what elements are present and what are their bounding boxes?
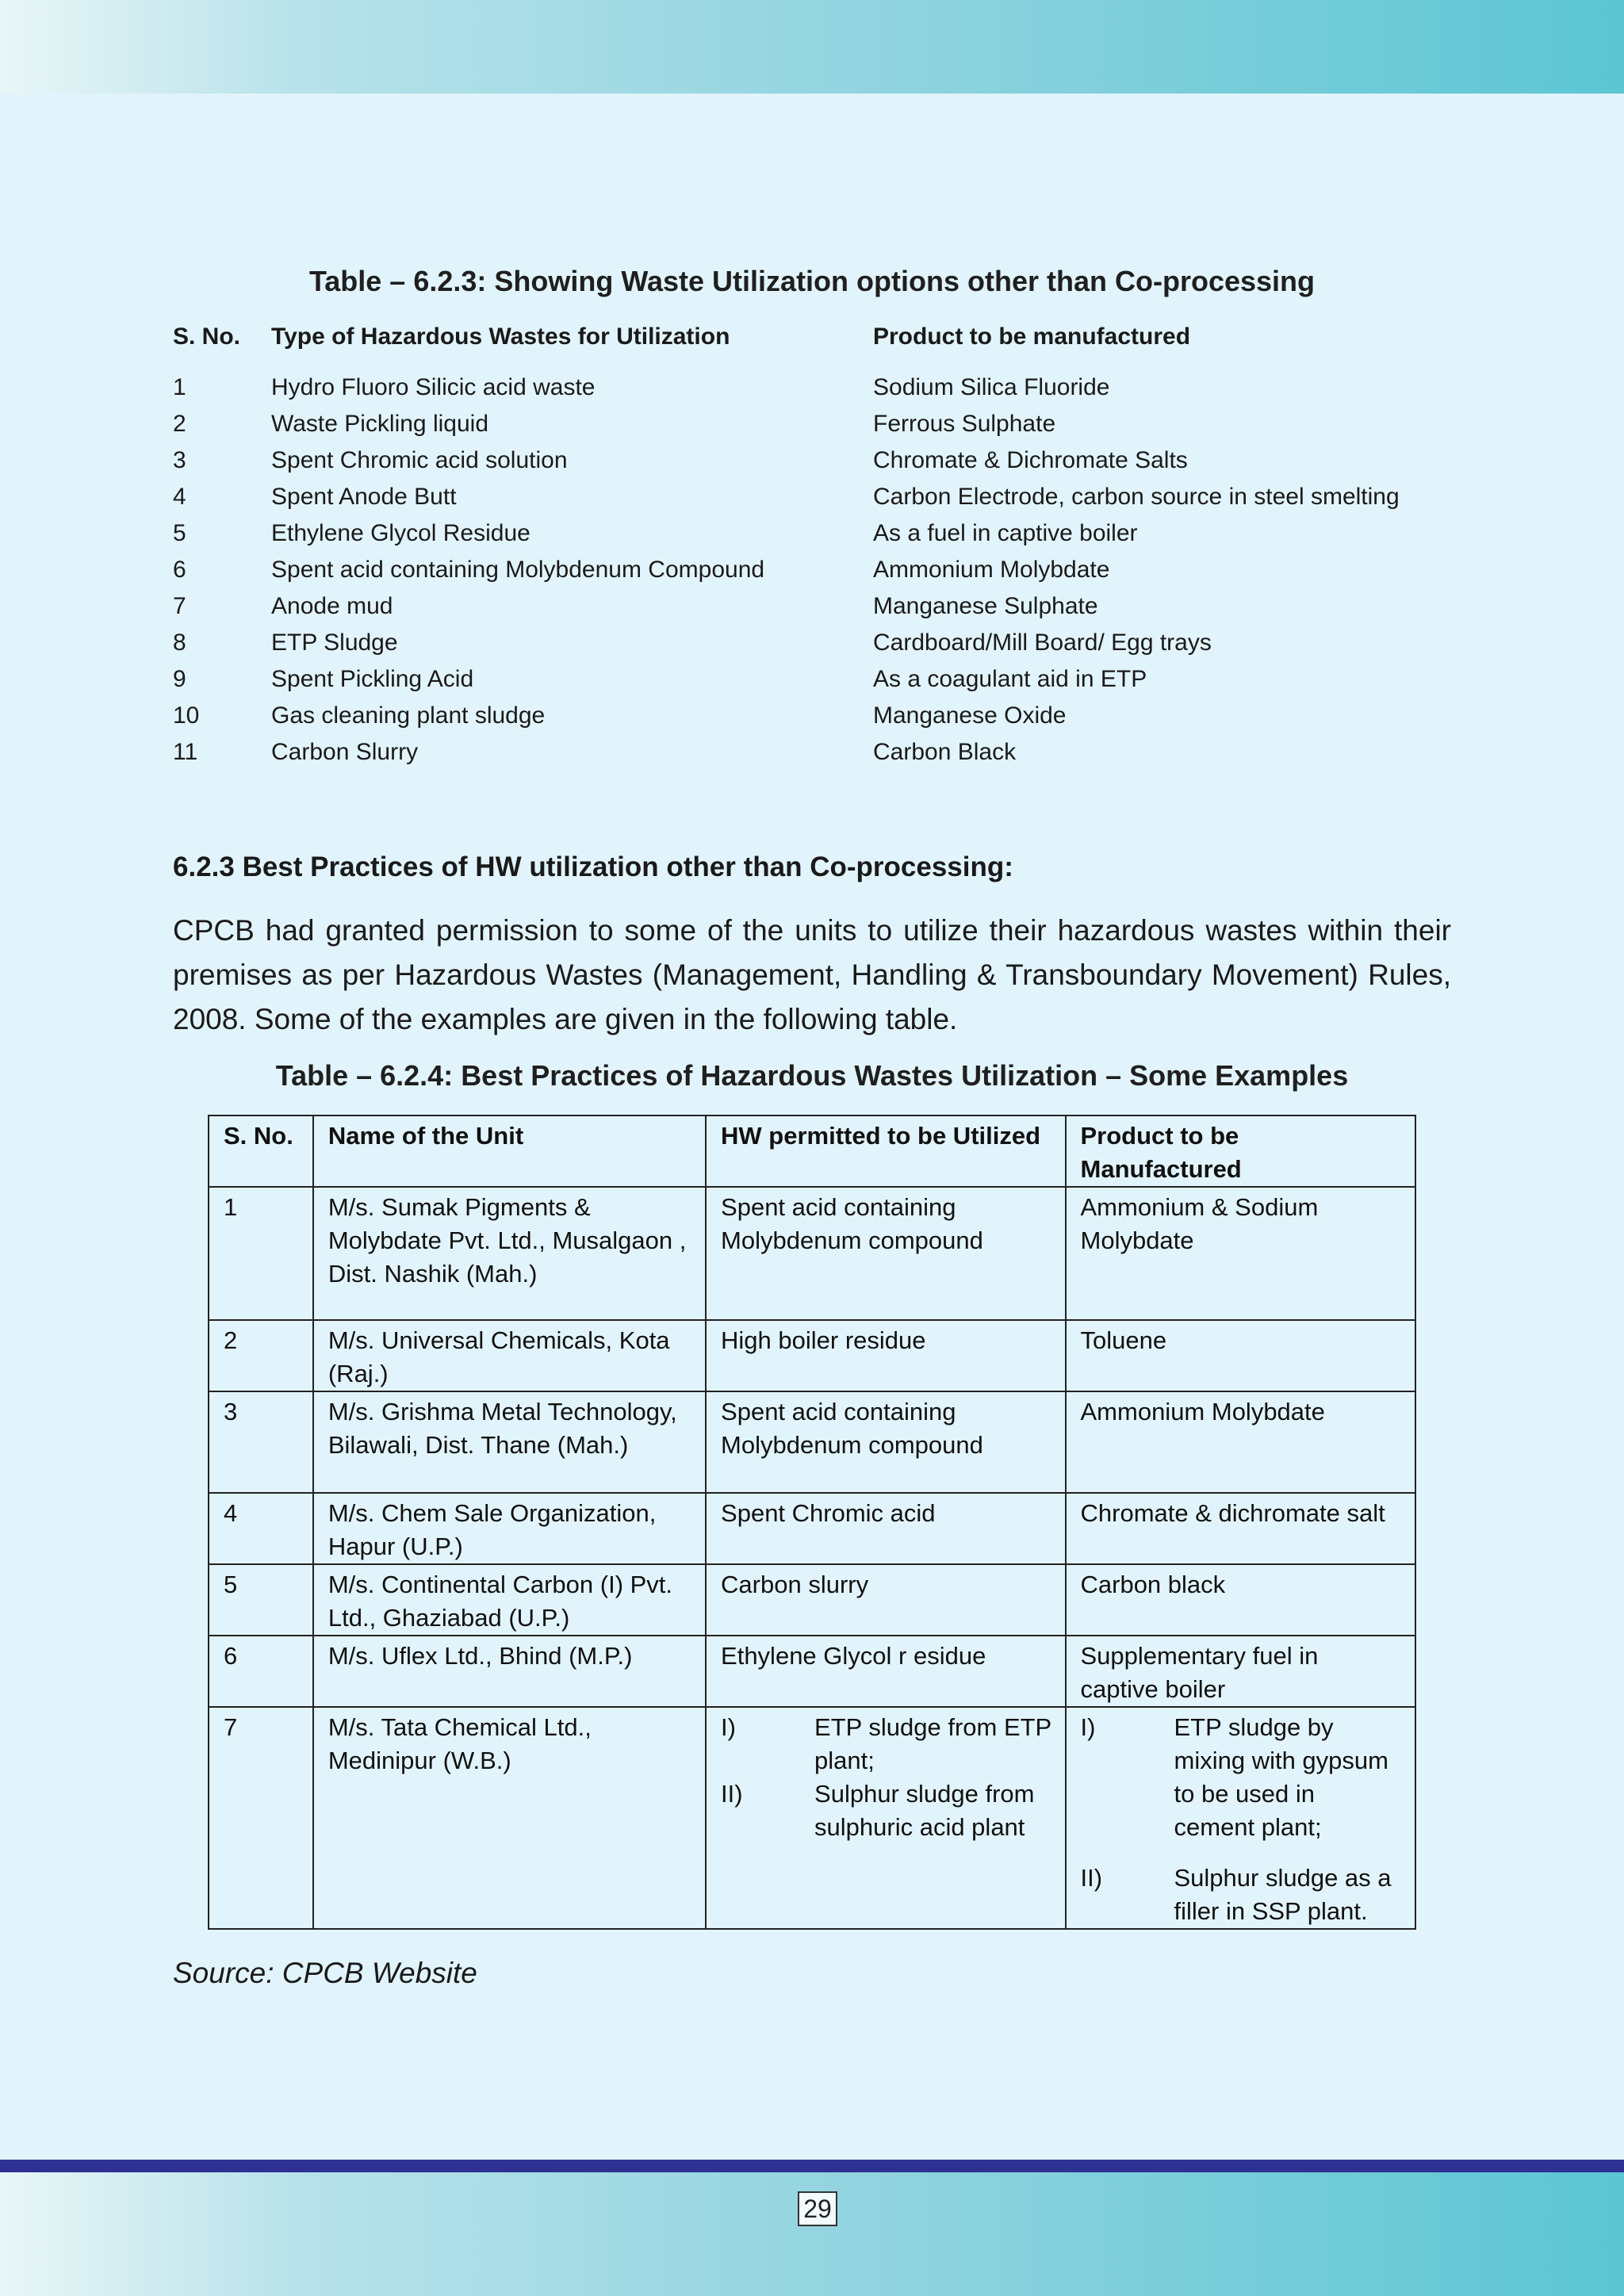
cell-product: Ammonium & Sodium Molybdate [1066, 1187, 1416, 1320]
cell-product: Ammonium Molybdate [873, 557, 1110, 583]
cell-product: Manganese Sulphate [873, 593, 1098, 619]
cell-product: Chromate & Dichromate Salts [873, 447, 1188, 473]
footer-divider [0, 2160, 1624, 2172]
header-product: Product to be Manufactured [1066, 1115, 1416, 1187]
cell-sno: 4 [209, 1493, 313, 1564]
table-row [209, 1187, 1415, 1320]
section-paragraph: CPCB had granted permission to some of the units to utilize their hazardous wastes within their premises as per Hazardous Wastes (Management, Handling & Transboundary Movement) Rules, 2008. Some of the examples are given in the following table. [173, 914, 1451, 1035]
cell-sno: 2 [209, 1320, 313, 1391]
header-sno: S. No. [173, 323, 241, 350]
section-heading: 6.2.3 Best Practices of HW utilization other than Co-processing: [173, 851, 1013, 882]
item-number: I) [721, 1713, 736, 1741]
item-text: ETP sludge from ETP plant; [814, 1713, 1051, 1774]
cell-sno: 3 [173, 447, 186, 473]
cell-waste-type: Spent acid containing Molybdenum Compound [271, 557, 765, 583]
cell-product: Ammonium Molybdate [1066, 1391, 1416, 1493]
cell-sno: 6 [209, 1636, 313, 1707]
cell-unit: M/s. Chem Sale Organization, Hapur (U.P.) [313, 1493, 706, 1564]
hw-item [721, 1711, 1051, 1777]
header-decorative-band [0, 0, 1624, 94]
item-number: I) [1080, 1713, 1096, 1741]
cell-sno: 5 [173, 520, 186, 546]
cell-sno: 8 [173, 629, 186, 656]
cell-hw: Ethylene Glycol r esidue [706, 1636, 1065, 1707]
item-text: Sulphur sludge as a filler in SSP plant. [1174, 1864, 1392, 1925]
table-624 [208, 1115, 1416, 1930]
cell-unit: M/s. Uflex Ltd., Bhind (M.P.) [313, 1636, 706, 1707]
cell-product: Cardboard/Mill Board/ Egg trays [873, 629, 1212, 656]
header-product: Product to be manufactured [873, 323, 1191, 350]
cell-hw: Spent acid containing Molybdenum compound [706, 1187, 1065, 1320]
cell-waste-type: Hydro Fluoro Silicic acid waste [271, 374, 596, 400]
cell-sno: 11 [173, 739, 198, 765]
table-row [209, 1636, 1415, 1707]
cell-sno: 10 [173, 702, 200, 729]
cell-hw: High boiler residue [706, 1320, 1065, 1391]
cell-product: Supplementary fuel in captive boiler [1066, 1636, 1416, 1707]
cell-sno: 1 [209, 1187, 313, 1320]
header-hw-permitted: HW permitted to be Utilized [706, 1115, 1065, 1187]
item-text: Sulphur sludge from sulphuric acid plant [814, 1780, 1035, 1841]
cell-sno: 1 [173, 374, 186, 400]
item-number: II) [721, 1780, 743, 1808]
hw-item [721, 1777, 1051, 1844]
item-text: ETP sludge by mixing with gypsum to be used in cement plant; [1174, 1713, 1388, 1841]
page-number: 29 [798, 2191, 837, 2226]
item-spacer [1081, 1844, 1403, 1862]
cell-unit: M/s. Continental Carbon (I) Pvt. Ltd., Ghaziabad (U.P.) [313, 1564, 706, 1636]
cell-hw [706, 1707, 1065, 1929]
table-row [209, 1707, 1415, 1929]
cell-waste-type: Ethylene Glycol Residue [271, 520, 530, 546]
cell-waste-type: Waste Pickling liquid [271, 411, 488, 437]
cell-product: Ferrous Sulphate [873, 411, 1056, 437]
cell-waste-type: Anode mud [271, 593, 393, 619]
cell-product: Carbon black [1066, 1564, 1416, 1636]
cell-unit: M/s. Tata Chemical Ltd., Medinipur (W.B.) [313, 1707, 706, 1929]
cell-product: Sodium Silica Fluoride [873, 374, 1110, 400]
table-624-body [209, 1187, 1415, 1929]
cell-unit: M/s. Universal Chemicals, Kota (Raj.) [313, 1320, 706, 1391]
cell-hw: Carbon slurry [706, 1564, 1065, 1636]
cell-waste-type: ETP Sludge [271, 629, 398, 656]
cell-product: As a coagulant aid in ETP [873, 666, 1147, 692]
cell-product: Carbon Electrode, carbon source in steel smelting [873, 484, 1400, 510]
cell-sno: 9 [173, 666, 186, 692]
cell-unit: M/s. Sumak Pigments & Molybdate Pvt. Ltd., Musalgaon , Dist. Nashik (Mah.) [313, 1187, 706, 1320]
product-item [1081, 1862, 1403, 1928]
table-row [209, 1391, 1415, 1493]
table-624-caption: Table – 6.2.4: Best Practices of Hazardous Wastes Utilization – Some Examples [275, 1059, 1349, 1092]
cell-waste-type: Gas cleaning plant sludge [271, 702, 546, 729]
cell-waste-type: Carbon Slurry [271, 739, 419, 765]
table-624-header-row [209, 1115, 1415, 1187]
header-sno: S. No. [209, 1115, 313, 1187]
cell-waste-type: Spent Chromic acid solution [271, 447, 568, 473]
cell-sno: 6 [173, 557, 186, 583]
cell-sno: 2 [173, 411, 186, 437]
cell-product [1066, 1707, 1416, 1929]
table-row [209, 1320, 1415, 1391]
table-row [209, 1564, 1415, 1636]
cell-unit: M/s. Grishma Metal Technology, Bilawali, Dist. Thane (Mah.) [313, 1391, 706, 1493]
cell-hw: Spent Chromic acid [706, 1493, 1065, 1564]
table-row [209, 1493, 1415, 1564]
cell-product: Chromate & dichromate salt [1066, 1493, 1416, 1564]
cell-product: Toluene [1066, 1320, 1416, 1391]
cell-waste-type: Spent Pickling Acid [271, 666, 474, 692]
cell-product: As a fuel in captive boiler [873, 520, 1138, 546]
product-item [1081, 1711, 1403, 1844]
cell-sno: 5 [209, 1564, 313, 1636]
header-waste-type: Type of Hazardous Wastes for Utilization [271, 323, 730, 350]
cell-sno: 3 [209, 1391, 313, 1493]
cell-product: Carbon Black [873, 739, 1017, 765]
cell-sno: 4 [173, 484, 186, 510]
source-note: Source: CPCB Website [173, 1957, 477, 1989]
item-number: II) [1080, 1864, 1103, 1892]
cell-product: Manganese Oxide [873, 702, 1067, 729]
table-623-caption: Table – 6.2.3: Showing Waste Utilization options other than Co-processing [308, 265, 1316, 297]
header-unit-name: Name of the Unit [313, 1115, 706, 1187]
cell-sno: 7 [209, 1707, 313, 1929]
cell-hw: Spent acid containing Molybdenum compound [706, 1391, 1065, 1493]
cell-waste-type: Spent Anode Butt [271, 484, 457, 510]
cell-sno: 7 [173, 593, 186, 619]
